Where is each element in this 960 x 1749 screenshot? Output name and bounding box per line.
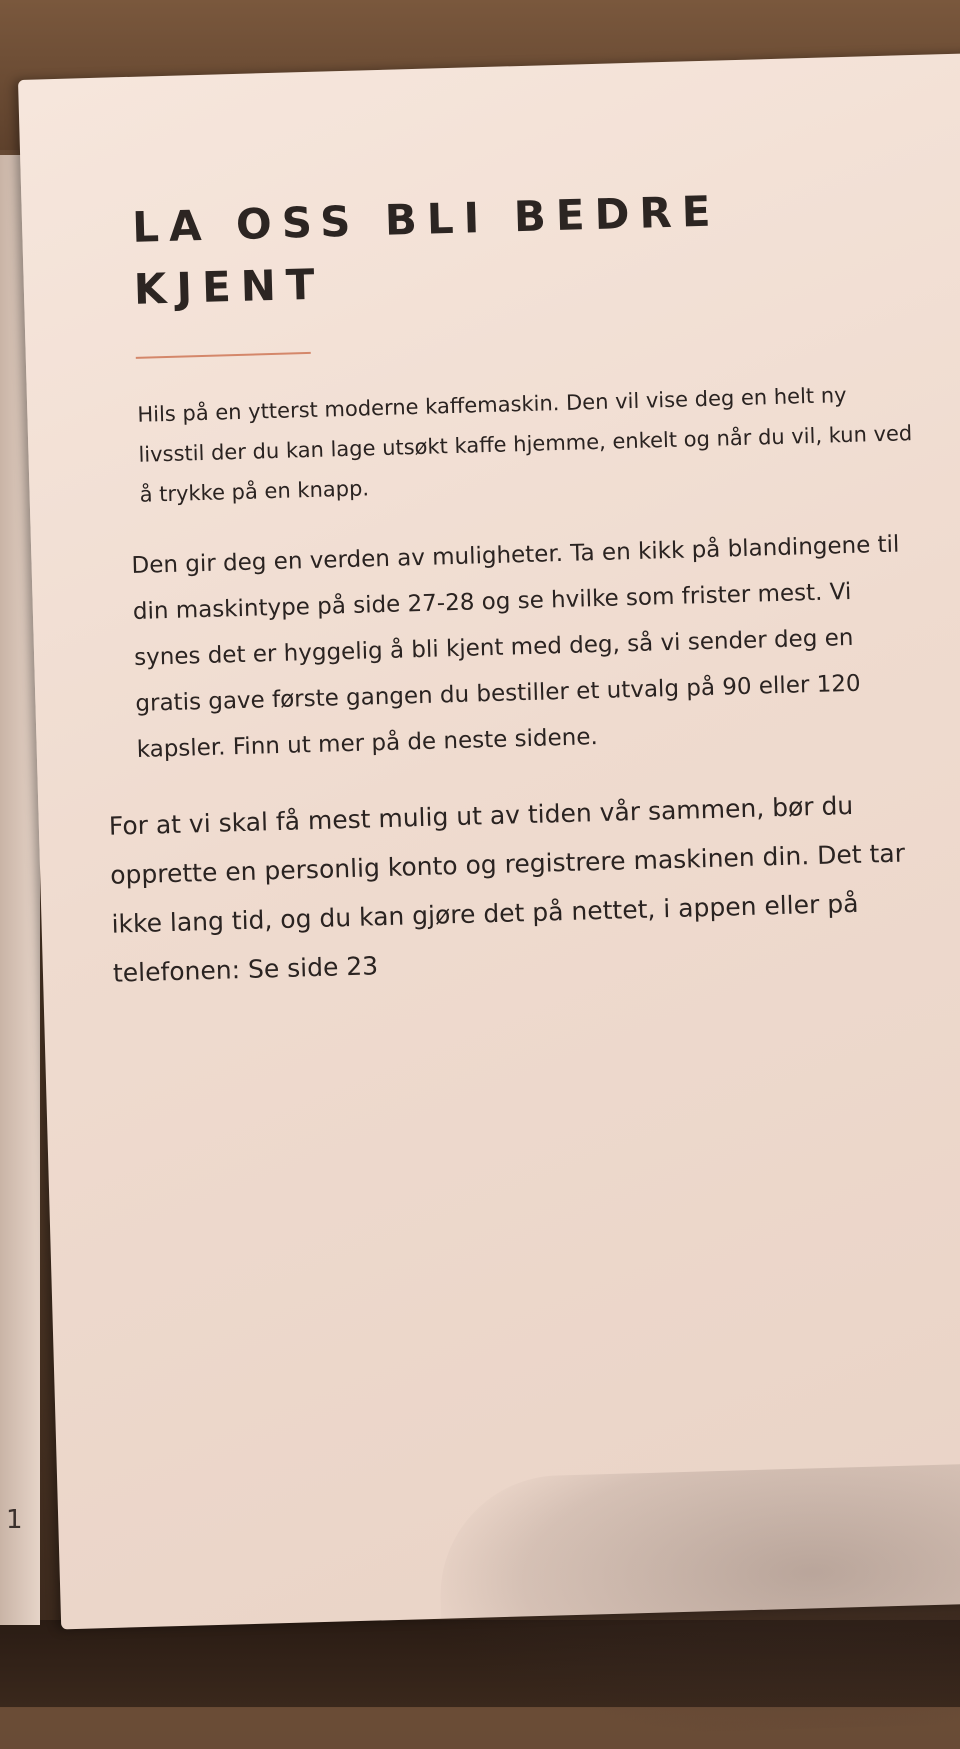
accent-divider: [136, 352, 311, 359]
account-paragraph: For at vi skal få mest mulig ut av tiden vår sammen, bør du opprette en personlig konto og registrere maskinen din. Det tar ikke lang tid, og du kan gjøre det på nettet, i appen eller på telefonen: Se side 23: [108, 790, 906, 988]
intro-paragraph: Hils på en ytterst moderne kaffemaskin. Den vil vise deg en helt ny livsstil der du kan lage utsøkt kaffe hjemme, enkelt og når du vil, kun ved å trykke på en knapp.: [137, 382, 913, 507]
page-number: 1: [6, 1505, 23, 1535]
title-line-1: LA OSS BLI BEDRE: [131, 186, 722, 252]
hand-shadow: [437, 1462, 960, 1739]
page-title: [131, 175, 914, 321]
page-content: [108, 175, 934, 1024]
blends-paragraph: Den gir deg en verden av muligheter. Ta en kikk på blandingene til din maskintype på side 27-28 og se hvilke som frister mest. Vi synes det er hyggelig å bli kjent med deg, så vi sender deg en gratis gave første gangen du bestiller et utvalg på 90 eller 120 kapsler. Finn ut mer på de neste sidene.: [131, 531, 900, 763]
booklet-page: [18, 53, 960, 1630]
title-line-2: KJENT: [133, 259, 326, 314]
